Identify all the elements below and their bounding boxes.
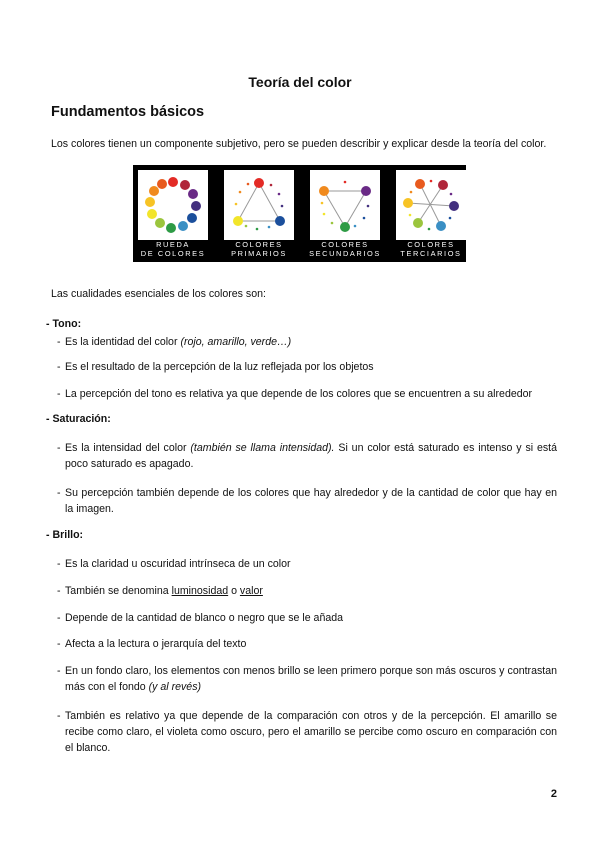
caption-rueda: RUEDA DE COLORES [140, 240, 206, 258]
color-wheel-diagram [138, 170, 208, 240]
list-item: - Su percepción también depende de los colores que hay alrededor y de la cantidad de color que hay en la imagen. [57, 487, 557, 515]
list-item: - Es la intensidad del color (también se llama intensidad). Si un color está saturado es intenso y si está poco saturado es apagado. [57, 442, 557, 470]
list-item: - Depende de la cantidad de blanco o negro que se le añada [57, 612, 344, 624]
tertiary-colors-diagram [396, 170, 466, 240]
topic-tono: - Tono: [46, 318, 82, 330]
topic-brillo: - Brillo: [46, 529, 84, 541]
caption-terciarios: COLORES TERCIARIOS [400, 240, 462, 258]
page-number: 2 [550, 788, 557, 800]
color-theory-figure [133, 165, 466, 262]
list-item: - Afecta a la lectura o jerarquía del texto [57, 638, 247, 650]
list-item: - Es el resultado de la percepción de la luz reflejada por los objetos [57, 361, 374, 373]
list-item: - La percepción del tono es relativa ya que depende de los colores que se encuentren a su alrededor [57, 388, 533, 400]
topic-saturacion: - Saturación: [46, 413, 111, 425]
page-title: Teoría del color [248, 74, 352, 90]
secondary-colors-diagram [310, 170, 380, 240]
caption-secundarios: COLORES SECUNDARIOS [309, 240, 381, 258]
list-item: - También es relativo ya que depende de la comparación con otros y de la percepción. El amarillo se recibe como claro, el violeta como oscuro, pero el amarillo se percibe como oscuro en comparación con el blanco. [57, 710, 557, 754]
list-item: - Es la identidad del color (rojo, amarillo, verde…) [57, 336, 292, 348]
list-item: - Es la claridad u oscuridad intrínseca de un color [57, 558, 291, 570]
qualities-lead: Las cualidades esenciales de los colores son: [51, 288, 266, 300]
section-heading: Fundamentos básicos [51, 104, 205, 120]
caption-primarios: COLORES PRIMARIOS [231, 240, 287, 258]
list-item: - También se denomina luminosidad o valor [57, 585, 263, 597]
primary-colors-diagram [224, 170, 294, 240]
list-item: - En un fondo claro, los elementos con menos brillo se leen primero porque son más oscuros y contrastan más con el fondo (y al revés) [57, 665, 557, 693]
intro-paragraph: Los colores tienen un componente subjetivo, pero se pueden describir y explicar desde la teoría del color. [51, 138, 547, 150]
